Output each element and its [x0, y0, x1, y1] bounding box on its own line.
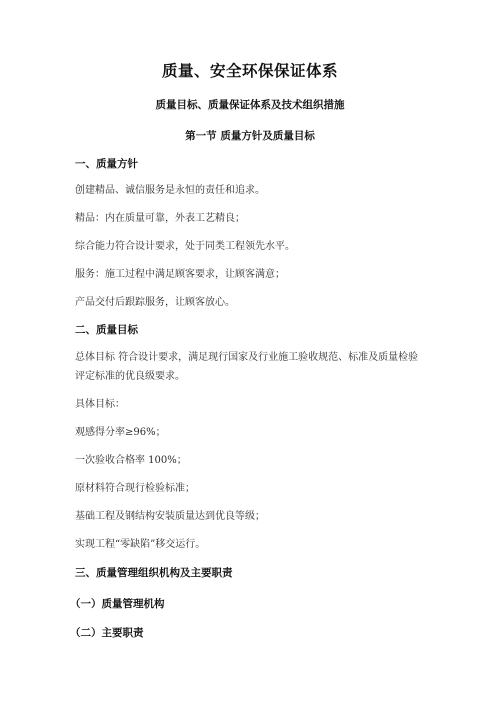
objective-line-3: 原材料符合现行检验标准；	[75, 483, 195, 494]
subheading-management-organization: （一）质量管理机构	[70, 598, 165, 610]
heading-quality-objectives: 二、质量目标	[75, 324, 138, 336]
policy-line-1: 创建精品、诚信服务是永恒的责任和追求。	[75, 185, 265, 196]
policy-line-4: 服务：施工过程中满足顾客要求，让顾客满意；	[75, 269, 285, 280]
specific-objectives-label: 具体目标：	[75, 399, 125, 410]
section-title: 第一节 质量方针及质量目标	[185, 130, 315, 142]
document-title: 质量、安全环保保证体系	[161, 61, 338, 80]
heading-quality-organization: 三、质量管理组织机构及主要职责	[75, 567, 233, 579]
objective-line-5: 实现工程“零缺陷”移交运行。	[75, 539, 206, 550]
policy-line-3: 综合能力符合设计要求，处于同类工程领先水平。	[75, 241, 295, 252]
overall-objective-line-2: 评定标准的优良级要求。	[75, 371, 185, 382]
objective-line-4: 基础工程及钢结构安装质量达到优良等级；	[75, 511, 265, 522]
subheading-main-responsibilities: （二）主要职责	[70, 627, 144, 639]
document-subtitle: 质量目标、质量保证体系及技术组织措施	[155, 99, 345, 111]
objective-line-2: 一次验收合格率 100%；	[75, 455, 187, 466]
policy-line-2: 精品：内在质量可靠，外表工艺精良；	[75, 213, 245, 224]
overall-objective-line-1: 总体目标 符合设计要求，满足现行国家及行业施工验收规范、标准及质量检验	[75, 352, 419, 363]
heading-quality-policy: 一、质量方针	[75, 158, 138, 170]
objective-line-1: 观感得分率≥96%；	[75, 427, 166, 438]
policy-line-5: 产品交付后跟踪服务，让顾客放心。	[75, 297, 235, 308]
